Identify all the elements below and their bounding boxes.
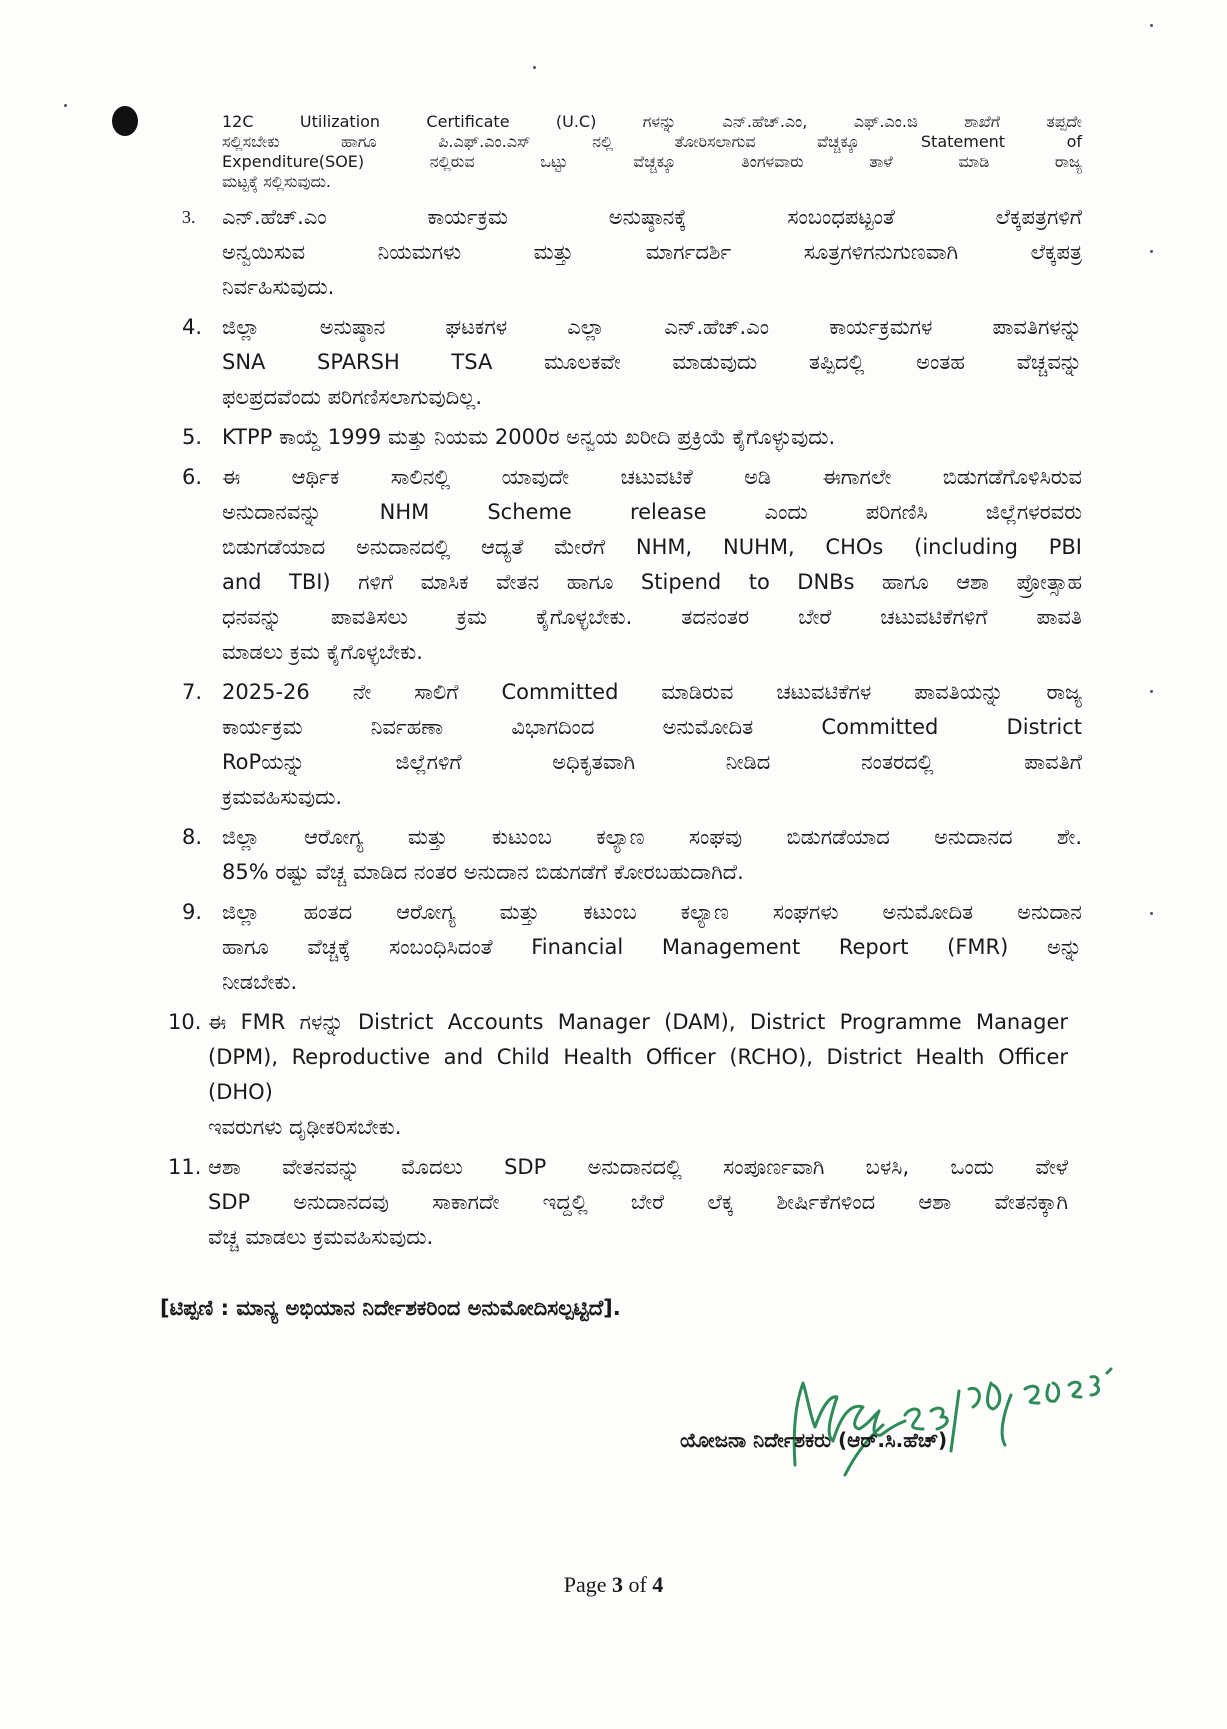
- list-item-line: ನೀಡಬೇಕು.: [222, 970, 298, 994]
- list-item-line: ಬಿಡುಗಡೆಯಾದ ಅನುದಾನದಲ್ಲಿ ಆದ್ಯತೆ ಮೇರೆಗೆ NHM, NUHM, CHOs (including PBI: [222, 535, 1082, 559]
- list-item-text: [222, 420, 1082, 455]
- list-item-text: [222, 895, 1082, 1000]
- designation: ಯೋಜನಾ ನಿರ್ದೇಶಕರು (ಆರ್.ಸಿ.ಹೆಚ್): [680, 1428, 948, 1452]
- list-item-line: ನಿರ್ವಹಿಸುವುದು.: [222, 275, 335, 299]
- list-item-number: 9.: [182, 900, 203, 924]
- list-item-line: ಈ ಆರ್ಥಿಕ ಸಾಲಿನಲ್ಲಿ ಯಾವುದೇ ಚಟುವಟಿಕೆ ಅಡಿ ಈಗಾಗಲೇ ಬಿಡುಗಡೆಗೊಳಿಸಿರುವ: [222, 465, 1082, 489]
- list-item-text: [222, 820, 1082, 890]
- scan-speck: [1150, 24, 1153, 27]
- numbered-list: [168, 200, 1082, 1255]
- list-item-line: RoPಯನ್ನು ಜಿಲ್ಲೆಗಳಿಗೆ ಅಧಿಕೃತವಾಗಿ ನೀಡಿದ ನಂತರದಲ್ಲಿ ಪಾವತಿಗೆ: [222, 750, 1082, 774]
- list-item-line: 85% ರಷ್ಟು ವೆಚ್ಚ ಮಾಡಿದ ನಂತರ ಅನುದಾನ ಬಿಡುಗಡೆಗೆ ಕೋರಬಹುದಾಗಿದೆ.: [222, 860, 744, 884]
- list-item-line: ವೆಚ್ಚ ಮಾಡಲು ಕ್ರಮವಹಿಸುವುದು.: [208, 1225, 434, 1249]
- list-item-line: ಕಾರ್ಯಕ್ರಮ ನಿರ್ವಹಣಾ ವಿಭಾಗದಿಂದ ಅನುಮೋದಿತ Committed District: [222, 715, 1082, 739]
- list-item-text: [208, 1005, 1068, 1145]
- signature-ink: [794, 1369, 1111, 1475]
- list-item-line: ಎನ್.ಹೆಚ್.ಎಂ ಕಾರ್ಯಕ್ರಮ ಅನುಷ್ಠಾನಕ್ಕೆ ಸಂಬಂಧಪಟ್ಟಂತೆ ಲೆಕ್ಕಪತ್ರಗಳಿಗೆ: [222, 205, 1082, 229]
- approval-note: [ಟಿಪ್ಪಣಿ : ಮಾನ್ಯ ಅಭಿಯಾನ ನಿರ್ದೇಶಕರಿಂದ ಅನುಮೋದಿಸಲ್ಪಟ್ಟಿದೆ].: [160, 1296, 621, 1320]
- scan-speck: [64, 104, 67, 107]
- handwritten-signature: [755, 1355, 1115, 1485]
- list-item-text: [222, 675, 1082, 815]
- list-item-text: [208, 1150, 1068, 1255]
- intro-paragraph: [222, 112, 1082, 192]
- body-text: [168, 112, 1082, 1255]
- list-item-line: ಜಿಲ್ಲಾ ಆರೋಗ್ಯ ಮತ್ತು ಕುಟುಂಬ ಕಲ್ಯಾಣ ಸಂಘವು ಬಿಡುಗಡೆಯಾದ ಅನುದಾನದ ಶೇ.: [222, 825, 1082, 849]
- scan-speck: [533, 66, 536, 69]
- list-item-line: ಜಿಲ್ಲಾ ಅನುಷ್ಠಾನ ಘಟಕಗಳ ಎಲ್ಲಾ ಎನ್.ಹೆಚ್.ಎಂ ಕಾರ್ಯಕ್ರಮಗಳ ಪಾವತಿಗಳನ್ನು: [222, 315, 1082, 339]
- list-item-line: KTPP ಕಾಯ್ದೆ 1999 ಮತ್ತು ನಿಯಮ 2000ರ ಅನ್ವಯ ಖರೀದಿ ಪ್ರಕ್ರಿಯೆ ಕೈಗೊಳ್ಳುವುದು.: [222, 425, 836, 449]
- punch-hole: [112, 106, 138, 136]
- list-item-line: ಅನುದಾನವನ್ನು NHM Scheme release ಎಂದು ಪರಿಗಣಿಸಿ ಜಿಲ್ಲೆಗಳರವರು: [222, 500, 1082, 524]
- list-item-line: ಆಶಾ ವೇತನವನ್ನು ಮೊದಲು SDP ಅನುದಾನದಲ್ಲಿ ಸಂಪೂರ್ಣವಾಗಿ ಬಳಸಿ, ಒಂದು ವೇಳೆ: [208, 1155, 1068, 1179]
- list-item-number: 3.: [182, 207, 196, 227]
- list-item: [182, 200, 1082, 305]
- list-item-number: 4.: [182, 315, 203, 339]
- list-item: [182, 420, 1082, 455]
- list-item-line: ಹಾಗೂ ವೆಚ್ಚಕ್ಕೆ ಸಂಬಂಧಿಸಿದಂತೆ Financial Management Report (FMR) ಅನ್ನು: [222, 935, 1082, 959]
- page-total: 4: [652, 1572, 664, 1597]
- list-item-line: ಅನ್ವಯಿಸುವ ನಿಯಮಗಳು ಮತ್ತು ಮಾರ್ಗದರ್ಶಿ ಸೂತ್ರಗಳಿಗನುಗುಣವಾಗಿ ಲೆಕ್ಕಪತ್ರ: [222, 240, 1082, 264]
- intro-line: 12C Utilization Certificate (U.C) ಗಳನ್ನು ಎನ್.ಹೆಚ್.ಎಂ, ಎಫ್.ಎಂ.ಜಿ ಶಾಖೆಗೆ ತಪ್ಪದೇ: [222, 112, 1082, 131]
- list-item-line: (DPM), Reproductive and Child Health Officer (RCHO), District Health Officer (DHO): [208, 1045, 1068, 1104]
- list-item: [182, 310, 1082, 415]
- list-item-line: ಇವರುಗಳು ದೃಢೀಕರಿಸಬೇಕು.: [208, 1115, 402, 1139]
- list-item-line: ಧನವನ್ನು ಪಾವತಿಸಲು ಕ್ರಮ ಕೈಗೊಳ್ಳಬೇಕು. ತದನಂತರ ಬೇರೆ ಚಟುವಟಿಕೆಗಳಿಗೆ ಪಾವತಿ: [222, 605, 1082, 629]
- list-item-line: SDP ಅನುದಾನದವು ಸಾಕಾಗದೇ ಇದ್ದಲ್ಲಿ ಬೇರೆ ಲೆಕ್ಕ ಶೀರ್ಷಿಕೆಗಳಿಂದ ಆಶಾ ವೇತನಕ್ಕಾಗಿ: [208, 1190, 1068, 1214]
- list-item-number: 8.: [182, 825, 203, 849]
- intro-line: ಸಲ್ಲಿಸಬೇಕು ಹಾಗೂ ಪಿ.ಎಫ್.ಎಂ.ಎಸ್ ನಲ್ಲಿ ತೋರಿಸಲಾಗುವ ವೆಚ್ಚಕ್ಕೂ Statement of: [222, 132, 1082, 151]
- page-footer: [0, 1572, 1227, 1598]
- scan-speck: [1150, 250, 1153, 253]
- scan-speck: [1150, 912, 1153, 915]
- list-item-line: SNA SPARSH TSA ಮೂಲಕವೇ ಮಾಡುವುದು ತಪ್ಪಿದಲ್ಲಿ ಅಂತಹ ವೆಚ್ಚವನ್ನು: [222, 350, 1082, 374]
- page-label: Page: [563, 1572, 612, 1597]
- list-item: [182, 820, 1082, 890]
- intro-line: ಮಟ್ಟಕ್ಕೆ ಸಲ್ಲಿಸುವುದು.: [222, 172, 331, 191]
- list-item: [182, 675, 1082, 815]
- list-item-line: ಮಾಡಲು ಕ್ರಮ ಕೈಗೊಳ್ಳಬೇಕು.: [222, 640, 423, 664]
- list-item-line: ಕ್ರಮವಹಿಸುವುದು.: [222, 785, 343, 809]
- list-item-number: 7.: [182, 680, 203, 704]
- list-item-text: [222, 460, 1082, 670]
- list-item-line: ಫಲಪ್ರದವೆಂದು ಪರಿಗಣಿಸಲಾಗುವುದಿಲ್ಲ.: [222, 385, 483, 409]
- intro-line: Expenditure(SOE) ನಲ್ಲಿರುವ ಒಟ್ಟು ವೆಚ್ಚಕ್ಕೂ ತಿಂಗಳವಾರು ತಾಳೆ ಮಾಡಿ ರಾಜ್ಯ: [222, 152, 1082, 171]
- list-item: [168, 1150, 1082, 1255]
- page-of-label: of: [622, 1572, 653, 1597]
- list-item: [182, 895, 1082, 1000]
- list-item-text: [222, 310, 1082, 415]
- list-item-number: 10.: [168, 1010, 202, 1034]
- list-item-number: 5.: [182, 425, 203, 449]
- list-item-line: and TBI) ಗಳಿಗೆ ಮಾಸಿಕ ವೇತನ ಹಾಗೂ Stipend to DNBs ಹಾಗೂ ಆಶಾ ಪ್ರೋತ್ಸಾಹ: [222, 570, 1082, 594]
- list-item-text: [222, 200, 1082, 305]
- list-item-line: ಜಿಲ್ಲಾ ಹಂತದ ಆರೋಗ್ಯ ಮತ್ತು ಕಟುಂಬ ಕಲ್ಯಾಣ ಸಂಘಗಳು ಅನುಮೋದಿತ ಅನುದಾನ: [222, 900, 1082, 924]
- list-item: [182, 460, 1082, 670]
- page-current: 3: [611, 1572, 623, 1597]
- list-item-number: 6.: [182, 465, 203, 489]
- list-item-line: ಈ FMR ಗಳನ್ನು District Accounts Manager (DAM), District Programme Manager: [208, 1010, 1068, 1034]
- list-item-line: 2025-26 ನೇ ಸಾಲಿಗೆ Committed ಮಾಡಿರುವ ಚಟುವಟಿಕೆಗಳ ಪಾವತಿಯನ್ನು ರಾಜ್ಯ: [222, 680, 1082, 704]
- list-item-number: 11.: [168, 1155, 202, 1179]
- list-item: [168, 1005, 1082, 1145]
- scan-speck: [1150, 690, 1153, 693]
